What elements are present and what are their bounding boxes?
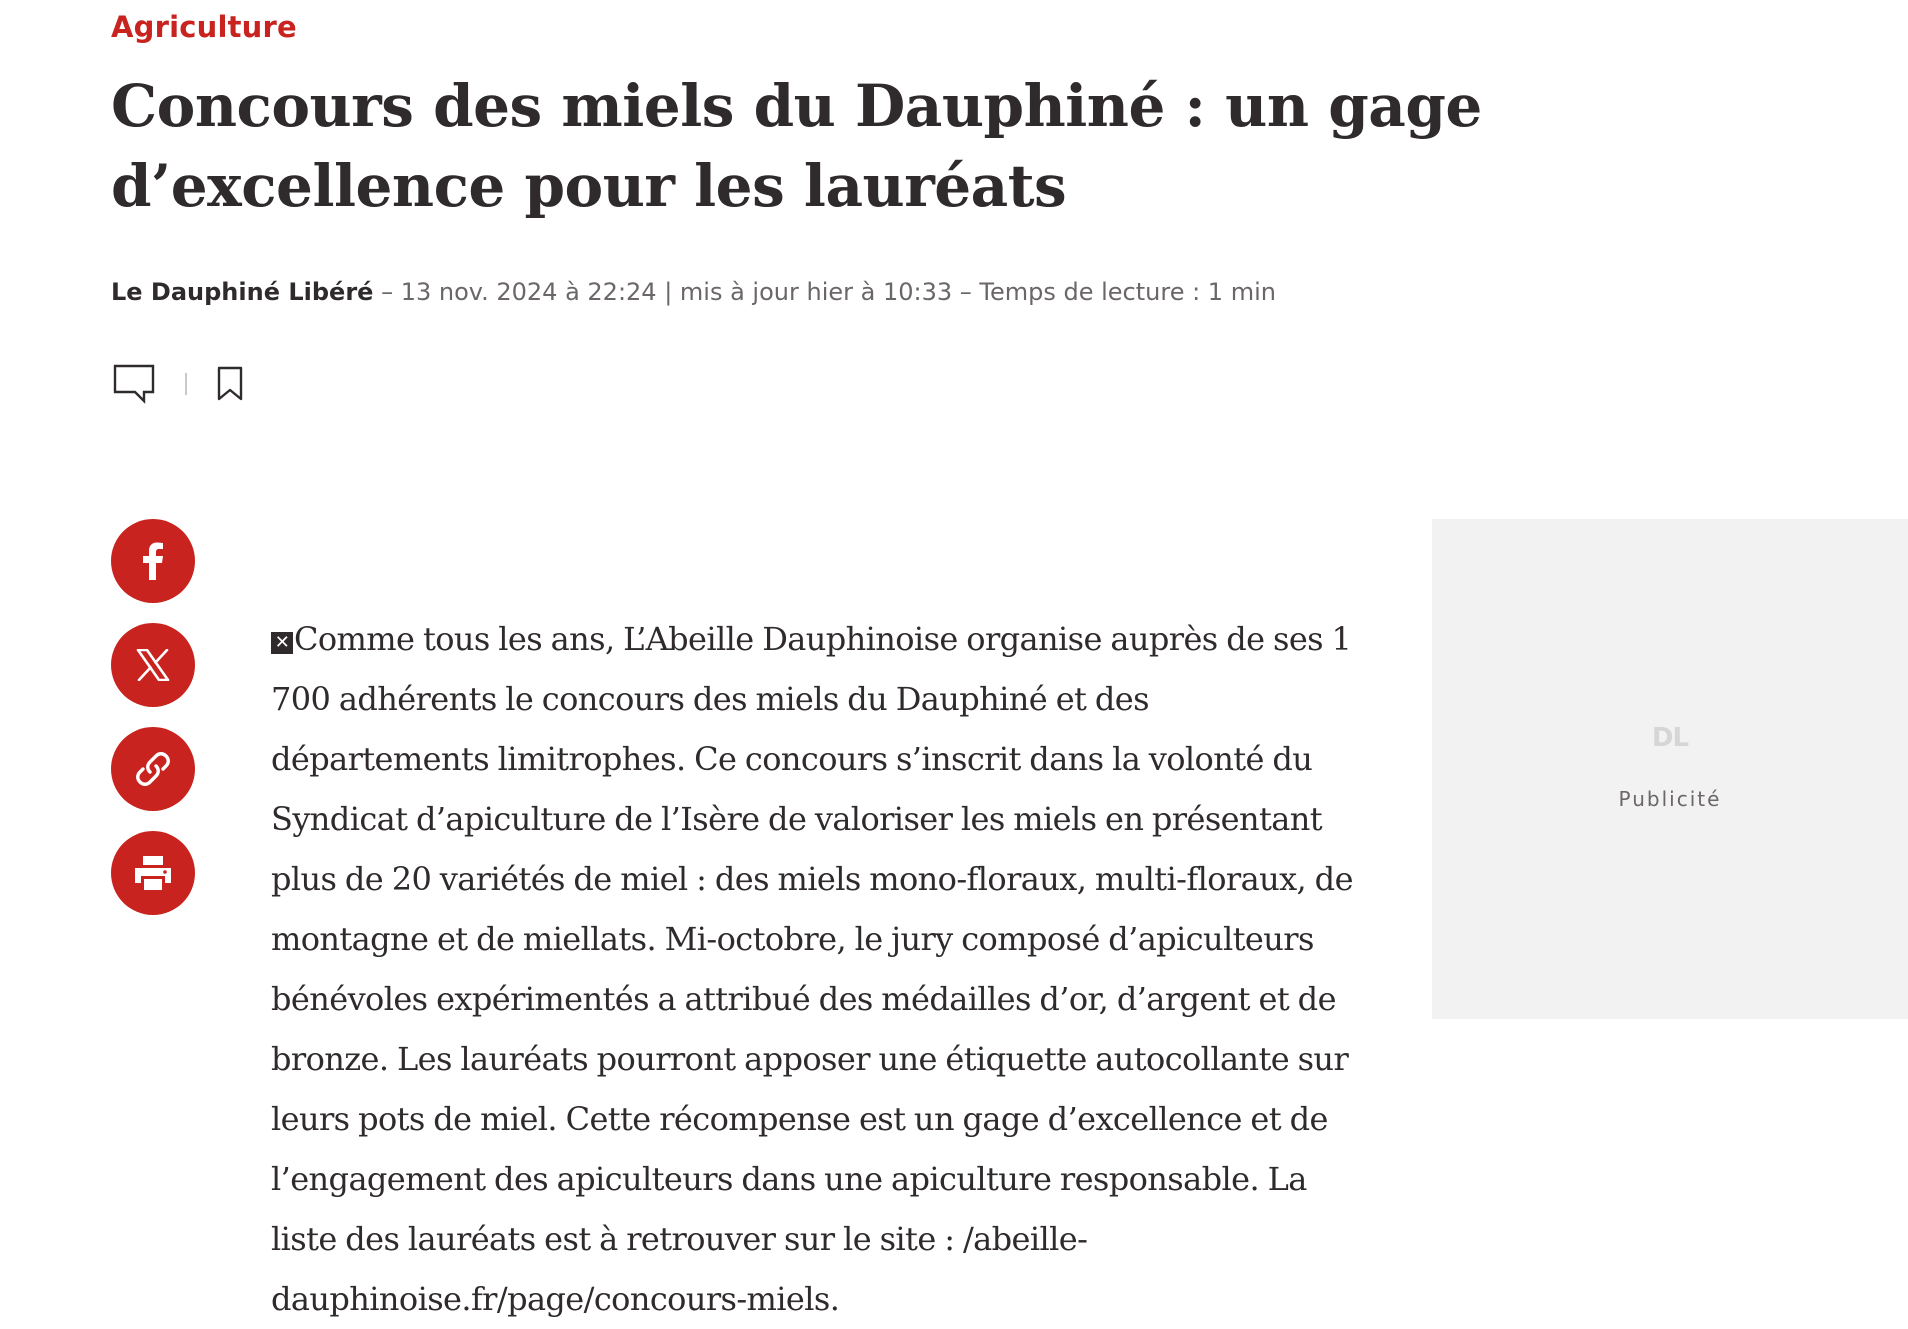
comments-button[interactable] [111, 362, 157, 406]
print-button[interactable] [111, 831, 195, 915]
article-title: Concours des miels du Dauphiné : un gage d’excellence pour les lauréats [111, 72, 1482, 220]
actions-divider [185, 373, 187, 395]
x-icon [136, 649, 170, 681]
article-actions [111, 362, 253, 406]
article-byline [111, 276, 1276, 308]
ad-placeholder[interactable] [1432, 519, 1908, 1019]
article-body-text: Comme tous les ans, L’Abeille Dauphinoise organise auprès de ses 1 700 adhérents le concours des miels du Dauphiné et des départements limitrophes. Ce concours s’inscrit dans la volonté du Syndicat d’apiculture de l’Isère de valoriser les miels en présentant plus de 20 variétés de miel : des miels mono-floraux, multi-floraux, de montagne et de miellats. Mi-octobre, le jury composé d’apiculteurs bénévoles expérimentés a attribué des médailles d’or, d’argent et de bronze. Les lauréats pourront apposer une étiquette autocollante sur leurs pots de miel. Cette récompense est un gage d’excellence et de l’engagement des apiculteurs dans une apiculture responsable. La liste des lauréats est à retrouver sur le site : /abeille-dauphinoise.fr/page/concours-miels. [271, 620, 1353, 1318]
article-author: Le Dauphiné Libéré [111, 278, 374, 306]
copy-link-button[interactable] [111, 727, 195, 811]
broken-image-icon: ✕ [271, 632, 293, 654]
share-bar [111, 519, 195, 935]
ad-logo: DL [1651, 723, 1689, 753]
link-icon [134, 750, 172, 788]
comment-icon [113, 364, 155, 404]
bookmark-button[interactable] [207, 362, 253, 406]
share-x-button[interactable] [111, 623, 195, 707]
share-facebook-button[interactable] [111, 519, 195, 603]
ad-label: Publicité [1618, 787, 1722, 811]
article-body [271, 609, 1361, 1329]
facebook-icon [142, 542, 164, 580]
bookmark-icon [216, 366, 244, 402]
print-icon [134, 855, 172, 891]
article-category[interactable]: Agriculture [111, 10, 297, 44]
article-meta: – 13 nov. 2024 à 22:24 | mis à jour hier à 10:33 – Temps de lecture : 1 min [373, 278, 1276, 306]
